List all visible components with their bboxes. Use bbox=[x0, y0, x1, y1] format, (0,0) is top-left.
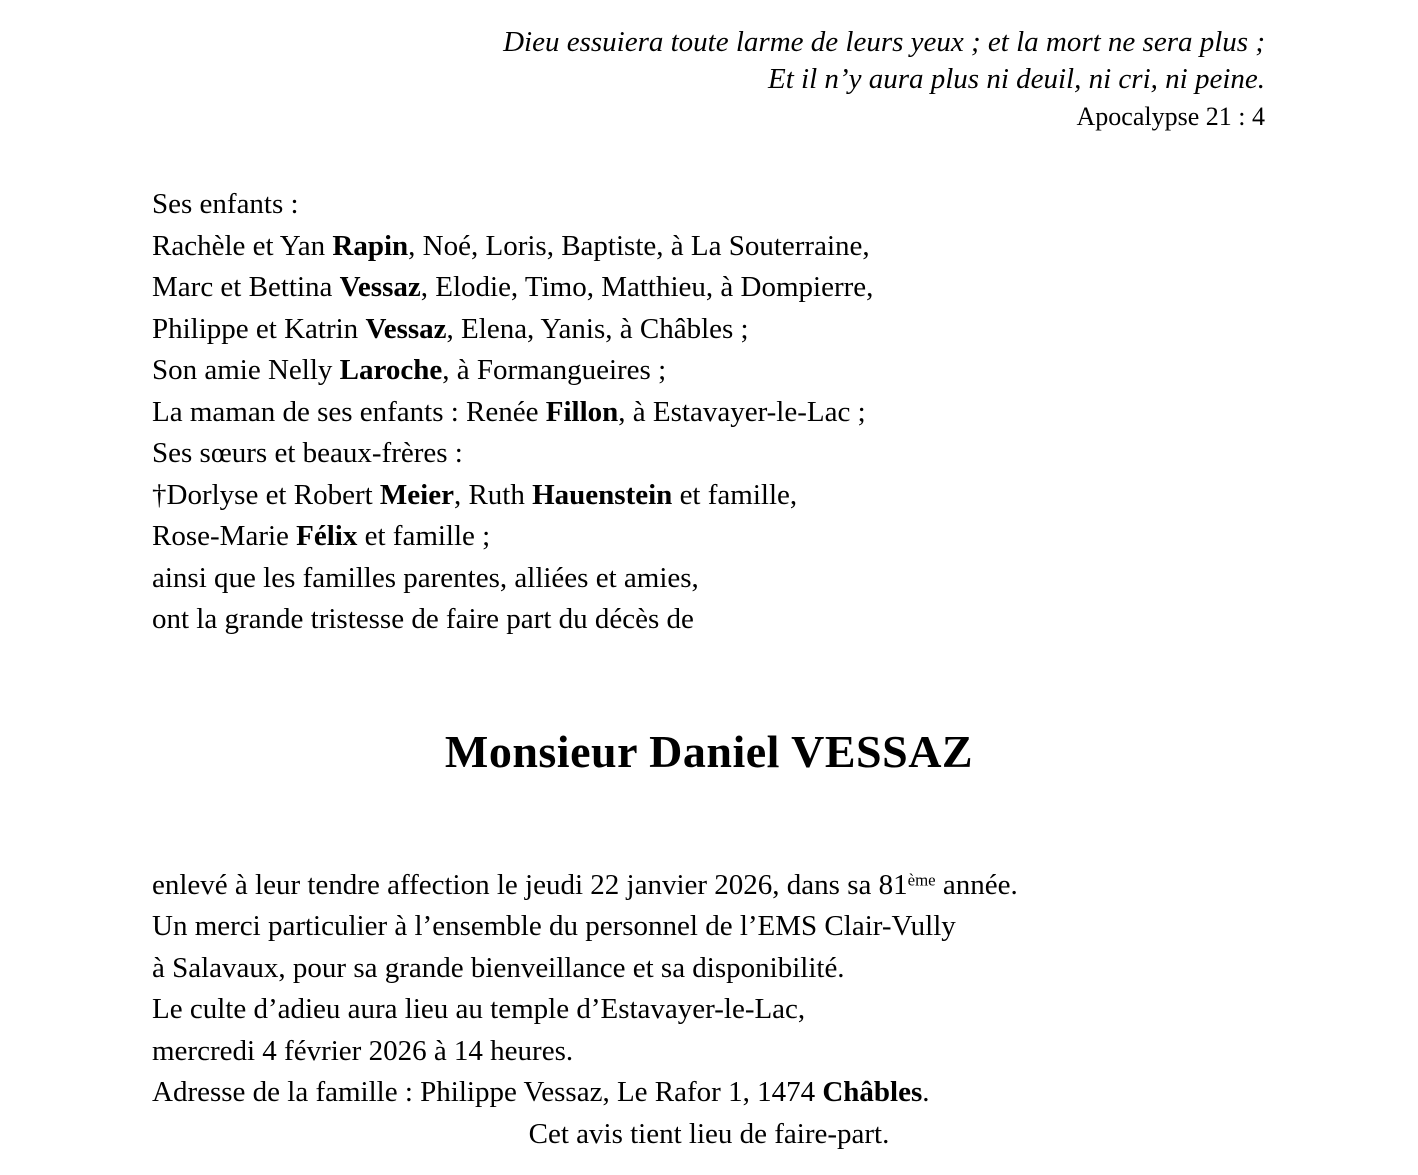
text-segment: ème bbox=[907, 870, 936, 890]
text-segment: Félix bbox=[296, 520, 358, 552]
text-segment: Le culte d’adieu aura lieu au temple d’Estavayer-le-Lac, bbox=[152, 993, 806, 1025]
text-segment: Rapin bbox=[332, 229, 409, 262]
text-segment: Rachèle et Yan bbox=[152, 229, 333, 262]
text-segment: Châbles bbox=[822, 1076, 923, 1108]
text-segment: année. bbox=[935, 868, 1018, 901]
text-line bbox=[152, 906, 1358, 948]
text-segment: †Dorlyse et Robert bbox=[152, 478, 380, 511]
text-segment: Meier bbox=[379, 478, 454, 511]
text-segment: Vessaz bbox=[339, 271, 421, 303]
text-segment: Un merci particulier à l’ensemble du personnel de l’EMS Clair-Vully bbox=[152, 910, 956, 942]
text-segment: enlevé à leur tendre affection le jeudi 22 janvier 2026, dans sa 81 bbox=[152, 868, 908, 901]
announcement-details bbox=[152, 865, 1358, 1114]
text-segment: Ses enfants : bbox=[152, 188, 299, 220]
text-segment: Marc et Bettina bbox=[152, 271, 340, 303]
text-line bbox=[152, 475, 1358, 517]
text-line bbox=[152, 1031, 1358, 1073]
closing-line: Cet avis tient lieu de faire-part. bbox=[528, 1117, 890, 1150]
text-line bbox=[152, 184, 1358, 226]
text-segment: , à Formangueires ; bbox=[442, 354, 667, 386]
text-line bbox=[152, 948, 1358, 990]
text-line bbox=[152, 558, 1358, 600]
text-line bbox=[152, 392, 1358, 434]
text-segment: Son amie Nelly bbox=[152, 354, 340, 386]
text-line bbox=[152, 433, 1358, 475]
text-segment: , Noé, Loris, Baptiste, à La Souterraine, bbox=[408, 229, 870, 262]
text-segment: et famille ; bbox=[357, 520, 491, 552]
text-segment: et famille, bbox=[672, 478, 798, 511]
text-segment: La maman de ses enfants : Renée bbox=[152, 395, 546, 428]
text-segment: ont la grande tristesse de faire part du décès de bbox=[152, 603, 694, 635]
text-segment: Ses sœurs et beaux-frères : bbox=[152, 437, 463, 469]
text-line bbox=[152, 226, 1358, 268]
family-list bbox=[152, 184, 1358, 641]
text-segment: Philippe et Katrin bbox=[152, 312, 366, 345]
text-segment: à Salavaux, pour sa grande bienveillance et sa disponibilité. bbox=[152, 951, 845, 984]
text-line bbox=[152, 599, 1358, 641]
scripture-quote bbox=[0, 24, 1265, 134]
text-segment: , Elodie, Timo, Matthieu, à Dompierre, bbox=[420, 271, 874, 303]
text-segment: , Elena, Yanis, à Châbles ; bbox=[446, 312, 749, 345]
quote-line-1: Dieu essuiera toute larme de leurs yeux ; et la mort ne sera plus ; bbox=[503, 26, 1265, 58]
text-segment: , Ruth bbox=[453, 478, 533, 511]
text-line bbox=[152, 1072, 1358, 1114]
quote-line-2: Et il n’y aura plus ni deuil, ni cri, ni peine. bbox=[768, 63, 1265, 95]
quote-reference: Apocalypse 21 : 4 bbox=[1076, 102, 1265, 131]
text-line bbox=[152, 350, 1358, 392]
text-segment: Fillon bbox=[545, 395, 619, 428]
text-segment: Laroche bbox=[339, 354, 443, 386]
text-segment: ainsi que les familles parentes, alliées et amies, bbox=[152, 561, 699, 594]
text-line bbox=[152, 516, 1358, 558]
text-segment: , à Estavayer-le-Lac ; bbox=[618, 395, 866, 428]
text-segment: mercredi 4 février 2026 à 14 heures. bbox=[152, 1034, 574, 1067]
text-segment: Vessaz bbox=[365, 312, 447, 345]
text-segment: Rose-Marie bbox=[152, 520, 297, 552]
text-line bbox=[152, 865, 1358, 907]
text-segment: . bbox=[922, 1076, 930, 1108]
deceased-name-title: Monsieur Daniel VESSAZ bbox=[444, 725, 974, 777]
text-line bbox=[152, 989, 1358, 1031]
text-segment: Hauenstein bbox=[532, 478, 673, 511]
text-line bbox=[152, 309, 1358, 351]
text-segment: Adresse de la famille : Philippe Vessaz, Le Rafor 1, 1474 bbox=[152, 1076, 823, 1108]
text-line bbox=[152, 267, 1358, 309]
